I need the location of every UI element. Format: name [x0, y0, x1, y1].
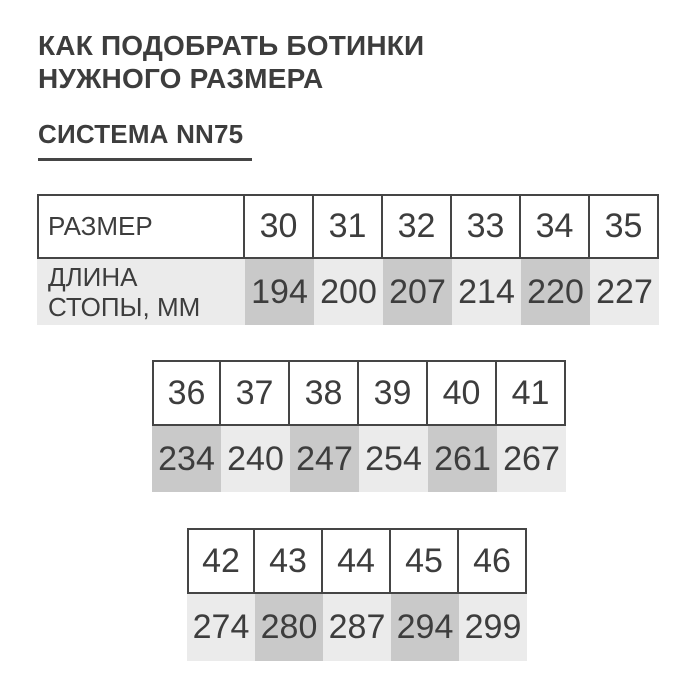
length-cell: 227	[590, 259, 659, 325]
size-cell: 40	[428, 360, 497, 426]
length-cell: 280	[255, 594, 323, 661]
length-cell: 220	[521, 259, 590, 325]
size-cell: 41	[497, 360, 566, 426]
size-cell: 33	[452, 194, 521, 259]
length-data-row	[37, 259, 659, 325]
subtitle-underline	[38, 158, 252, 161]
length-cell: 267	[497, 426, 566, 492]
length-data-row	[152, 426, 566, 492]
page-title-line1: КАК ПОДОБРАТЬ БОТИНКИ	[38, 30, 425, 61]
size-row-label: РАЗМЕР	[37, 194, 245, 259]
length-cell: 287	[323, 594, 391, 661]
size-cell: 31	[314, 194, 383, 259]
page-title	[38, 29, 424, 95]
system-subtitle: СИСТЕМА NN75	[38, 119, 244, 149]
length-cell: 214	[452, 259, 521, 325]
size-cell: 44	[323, 528, 391, 594]
length-cell: 274	[187, 594, 255, 661]
length-cell: 234	[152, 426, 221, 492]
size-cell: 39	[359, 360, 428, 426]
size-cell: 46	[459, 528, 527, 594]
length-cell: 247	[290, 426, 359, 492]
size-cell: 30	[245, 194, 314, 259]
size-cell: 36	[152, 360, 221, 426]
size-cell: 34	[521, 194, 590, 259]
page-title-line2: НУЖНОГО РАЗМЕРА	[38, 63, 324, 94]
length-cell: 294	[391, 594, 459, 661]
length-cell: 194	[245, 259, 314, 325]
length-cell: 207	[383, 259, 452, 325]
length-cell: 254	[359, 426, 428, 492]
size-table-group-2	[152, 360, 566, 492]
length-cell: 261	[428, 426, 497, 492]
size-cell: 35	[590, 194, 659, 259]
length-cell: 299	[459, 594, 527, 661]
length-cell: 240	[221, 426, 290, 492]
size-header-row	[152, 360, 566, 426]
size-cell: 43	[255, 528, 323, 594]
size-header-row	[187, 528, 527, 594]
size-table-group-1	[37, 194, 659, 325]
size-header-row	[37, 194, 659, 259]
size-cell: 32	[383, 194, 452, 259]
size-cell: 38	[290, 360, 359, 426]
size-cell: 37	[221, 360, 290, 426]
size-cell: 45	[391, 528, 459, 594]
size-cell: 42	[187, 528, 255, 594]
length-row-label: ДЛИНА СТОПЫ, ММ	[37, 259, 245, 325]
length-data-row	[187, 594, 527, 661]
size-table-group-3	[187, 528, 527, 661]
length-cell: 200	[314, 259, 383, 325]
